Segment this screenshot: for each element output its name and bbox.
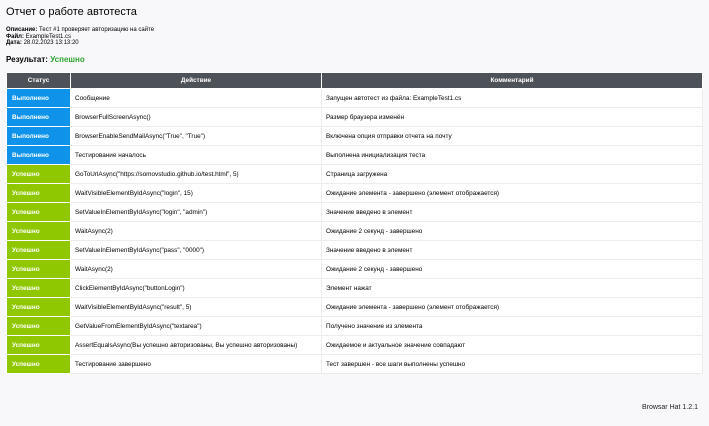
meta-file-value: ExampleTest1.cs — [25, 33, 71, 40]
comment-cell: Ожидаемое и актуальное значение совпадают — [322, 336, 703, 355]
report-meta — [6, 27, 154, 47]
comment-cell: Тест завершен - все шаги выполнены успешно — [322, 355, 703, 374]
status-badge: Выполнено — [7, 89, 71, 108]
action-cell: WaitVisibleElementByIdAsync("result", 5) — [71, 298, 322, 317]
header-comment: Комментарий — [322, 73, 703, 89]
table-row — [7, 146, 703, 165]
status-badge: Успешно — [7, 317, 71, 336]
table-row — [7, 355, 703, 374]
header-action: Действие — [71, 73, 322, 89]
comment-cell: Элемент нажат — [322, 279, 703, 298]
table-row — [7, 203, 703, 222]
table-body — [7, 89, 703, 374]
action-cell: SetValueInElementByIdAsync("pass", "0000") — [71, 241, 322, 260]
action-cell: BrowserFullScreenAsync() — [71, 108, 322, 127]
comment-cell: Ожидание элемента - завершено (элемент отображается) — [322, 184, 703, 203]
table-row — [7, 298, 703, 317]
meta-date — [6, 40, 154, 47]
result-value: Успешно — [50, 55, 85, 64]
table-row — [7, 317, 703, 336]
comment-cell: Значение введено в элемент — [322, 241, 703, 260]
comment-cell: Страница загружена — [322, 165, 703, 184]
meta-file-label: Файл: — [6, 33, 24, 40]
comment-cell: Получено значение из элемента — [322, 317, 703, 336]
comment-cell: Выполнена инициализация теста — [322, 146, 703, 165]
meta-date-value: 28.02.2023 13:13:20 — [23, 40, 79, 47]
table-row — [7, 260, 703, 279]
comment-cell: Включена опция отправки отчета на почту — [322, 127, 703, 146]
meta-description-value: Тест #1 проверяет авторизацию на сайте — [39, 27, 155, 33]
status-badge: Успешно — [7, 260, 71, 279]
table-row — [7, 336, 703, 355]
status-badge: Успешно — [7, 241, 71, 260]
table-row — [7, 241, 703, 260]
status-badge: Выполнено — [7, 108, 71, 127]
status-badge: Успешно — [7, 279, 71, 298]
meta-description — [6, 27, 154, 34]
comment-cell: Ожидание 2 секунд - завершено — [322, 222, 703, 241]
action-cell: Тестирование завершено — [71, 355, 322, 374]
meta-date-label: Дата: — [6, 40, 22, 47]
table-row — [7, 108, 703, 127]
action-cell: WaitAsync(2) — [71, 260, 322, 279]
table-row — [7, 279, 703, 298]
table-row — [7, 165, 703, 184]
table-row — [7, 222, 703, 241]
result-label: Результат: — [6, 55, 48, 64]
steps-table — [6, 72, 703, 374]
status-badge: Успешно — [7, 203, 71, 222]
meta-description-label: Описание: — [6, 27, 38, 33]
header-status: Статус — [7, 73, 71, 89]
action-cell: GetValueFromElementByIdAsync("textarea") — [71, 317, 322, 336]
action-cell: AssertEqualsAsync(Вы успешно авторизованы, Вы успешно авторизованы) — [71, 336, 322, 355]
report-title: Отчет о работе автотеста — [6, 6, 137, 18]
status-badge: Выполнено — [7, 127, 71, 146]
action-cell: WaitAsync(2) — [71, 222, 322, 241]
table-header-row — [7, 73, 703, 89]
status-badge: Успешно — [7, 336, 71, 355]
action-cell: Сообщение — [71, 89, 322, 108]
comment-cell: Запущен автотест из файла: ExampleTest1.cs — [322, 89, 703, 108]
status-badge: Успешно — [7, 184, 71, 203]
status-badge: Успешно — [7, 222, 71, 241]
meta-file — [6, 34, 154, 41]
action-cell: WaitVisibleElementByIdAsync("login", 15) — [71, 184, 322, 203]
status-badge: Успешно — [7, 355, 71, 374]
table-row — [7, 89, 703, 108]
action-cell: Тестирование началось — [71, 146, 322, 165]
status-badge: Успешно — [7, 165, 71, 184]
table-row — [7, 184, 703, 203]
action-cell: GoToUrlAsync("https://somovstudio.github.io/test.html", 5) — [71, 165, 322, 184]
status-badge: Выполнено — [7, 146, 71, 165]
action-cell: BrowserEnableSendMailAsync("True", "True") — [71, 127, 322, 146]
comment-cell: Значение введено в элемент — [322, 203, 703, 222]
comment-cell: Ожидание 2 секунд - завершено — [322, 260, 703, 279]
comment-cell: Размер браузера изменён — [322, 108, 703, 127]
action-cell: ClickElementByIdAsync("buttonLogin") — [71, 279, 322, 298]
table-row — [7, 127, 703, 146]
result-line — [6, 55, 85, 64]
action-cell: SetValueInElementByIdAsync("login", "admin") — [71, 203, 322, 222]
comment-cell: Ожидание элемента - завершено (элемент отображается) — [322, 298, 703, 317]
footer-version: Browsar Hat 1.2.1 — [641, 404, 698, 411]
status-badge: Успешно — [7, 298, 71, 317]
